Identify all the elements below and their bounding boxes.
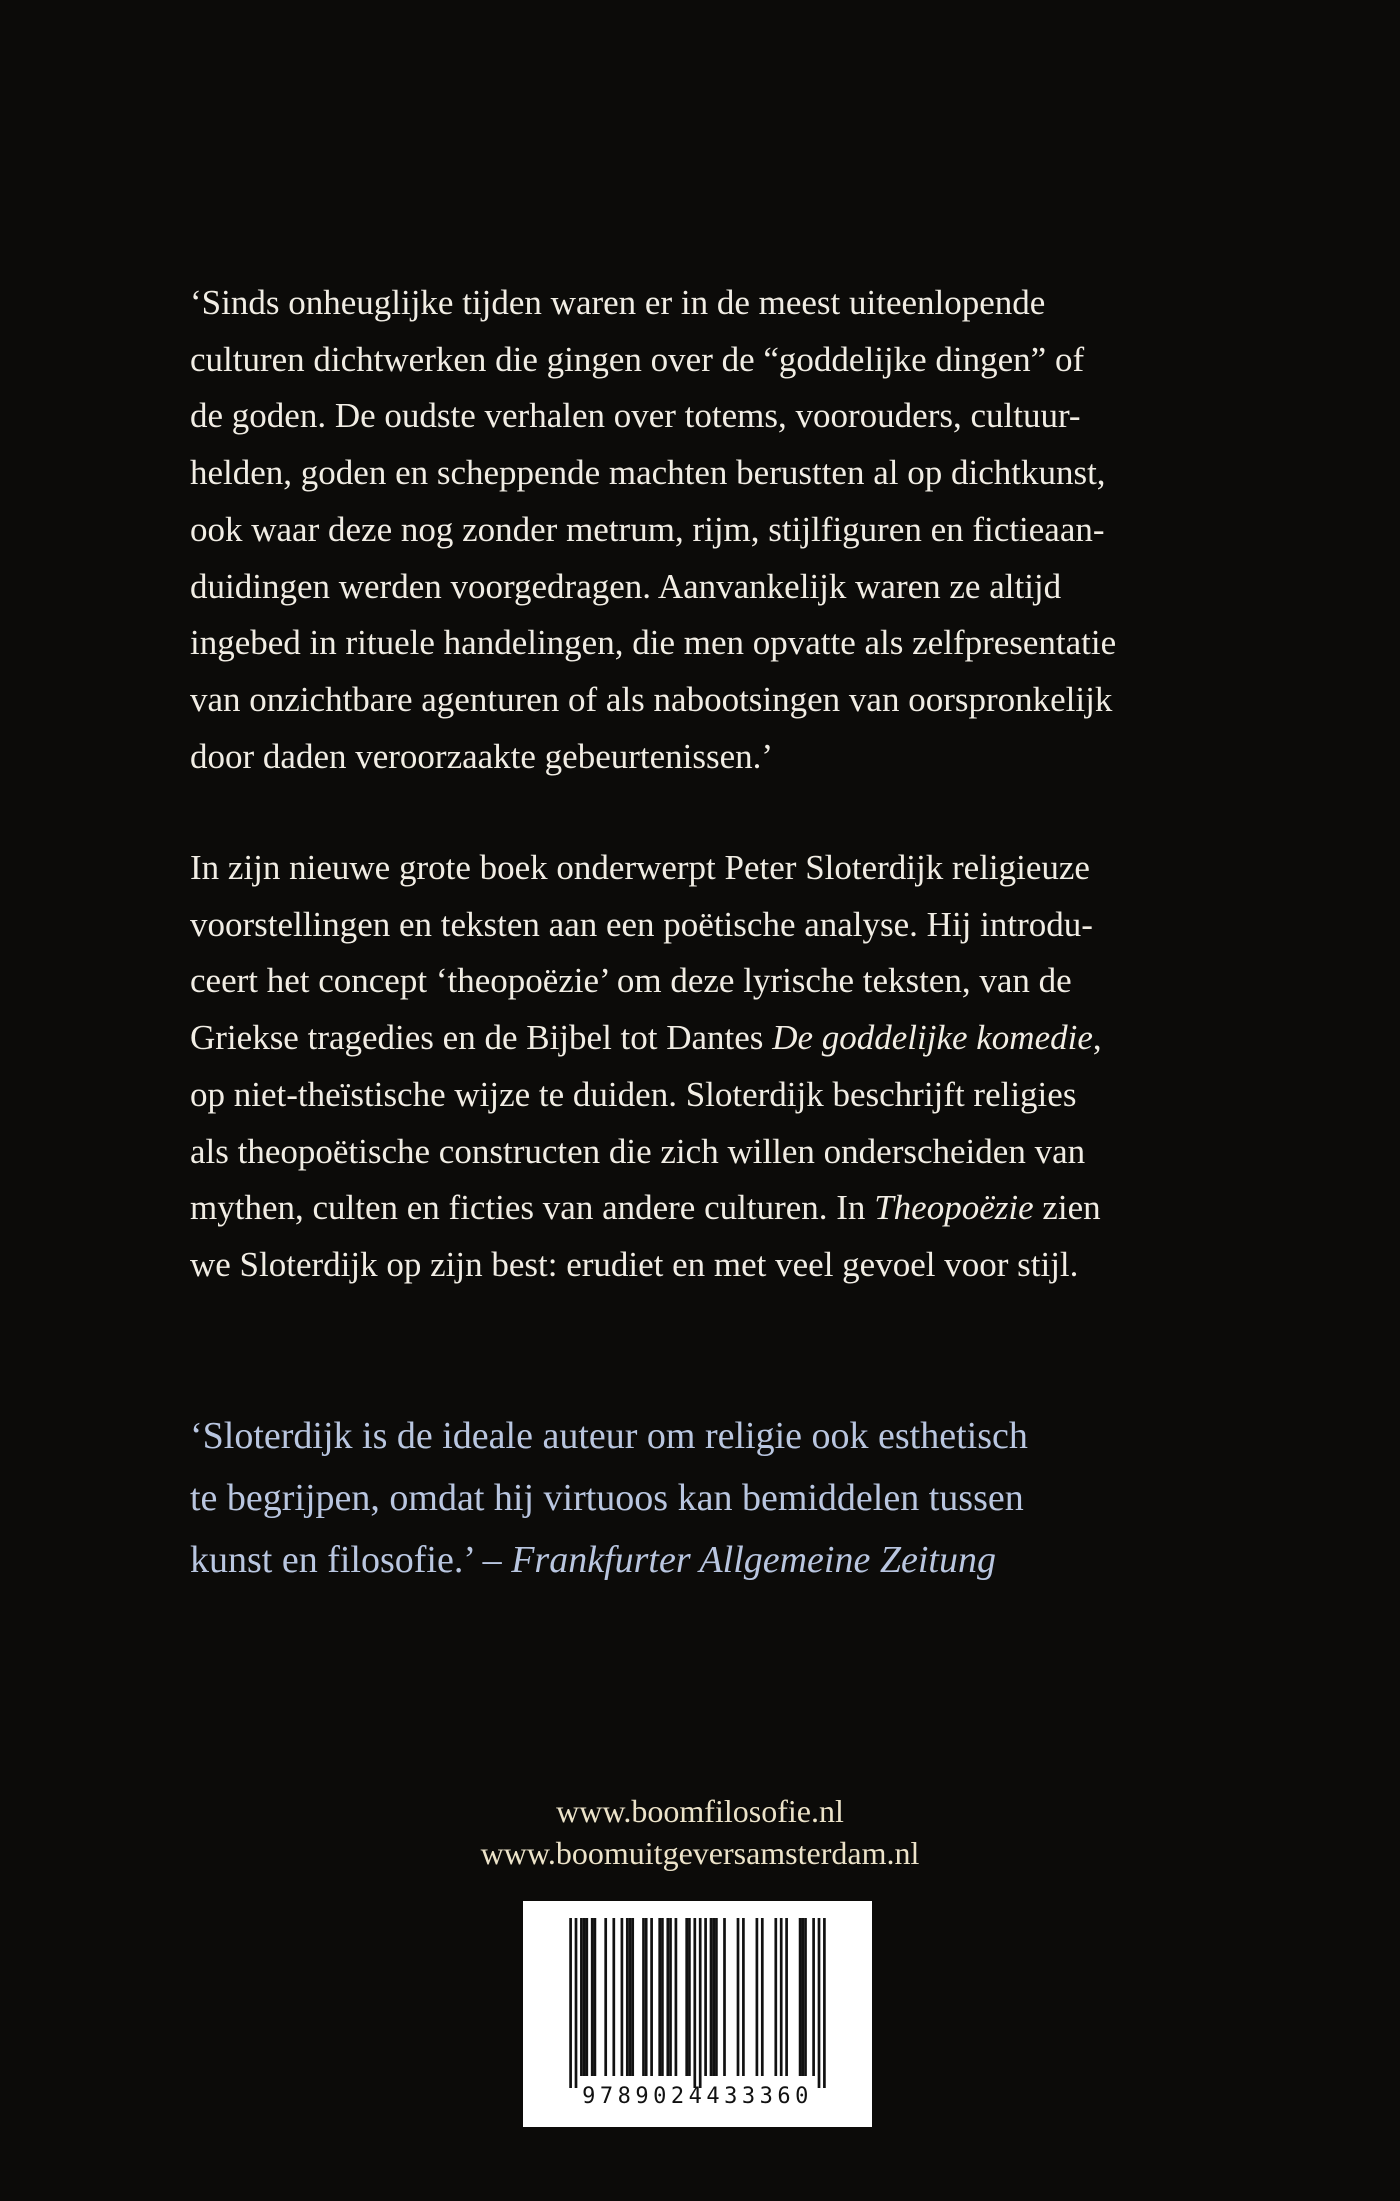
barcode-bar — [742, 1918, 745, 2076]
barcode-bar — [666, 1918, 669, 2076]
barcode-bar — [631, 1918, 634, 2076]
barcode-bar — [645, 1918, 648, 2076]
barcode-bar — [799, 1918, 802, 2076]
quote-line: de goden. De oudste verhalen over totems, voorouders, cultuur- — [190, 396, 1081, 436]
barcode-bar — [669, 1918, 672, 2076]
opening-quote — [190, 275, 1240, 785]
barcode-bar — [823, 1918, 826, 2088]
review-line: ‘Sloterdijk is de ideale auteur om religie ook esthetisch — [190, 1415, 1028, 1457]
barcode-bar — [675, 1918, 678, 2076]
blurb-line: op niet-theïstische wijze te duiden. Sloterdijk beschrijft religies — [190, 1074, 1077, 1114]
quote-line: ingebed in rituele handelingen, die men opvatte als zelfpresentatie — [190, 623, 1117, 663]
quote-line: helden, goden en scheppende machten berustten al op dichtkunst, — [190, 453, 1106, 493]
book-blurb — [190, 840, 1240, 1294]
barcode-bar — [688, 1918, 691, 2076]
blurb-line: voorstellingen en teksten aan een poëtische analyse. Hij introdu- — [190, 904, 1093, 944]
barcode-bar — [712, 1918, 715, 2076]
barcode-bar — [780, 1918, 783, 2076]
barcode-bar — [591, 1918, 594, 2076]
blurb-line — [190, 1010, 1240, 1067]
blurb-text: zien — [1033, 1188, 1101, 1228]
quote-line: culturen dichtwerken die gingen over de “goddelijke dingen” of — [190, 339, 1085, 379]
blurb-line: we Sloterdijk op zijn best: erudiet en met veel gevoel voor stijl. — [190, 1244, 1079, 1284]
review-text: kunst en filosofie.’ – — [190, 1539, 512, 1581]
blurb-line — [190, 1180, 1240, 1237]
isbn-barcode — [523, 1901, 872, 2127]
press-review-quote — [190, 1405, 1240, 1591]
blurb-line: In zijn nieuwe grote boek onderwerpt Peter Sloterdijk religieuze — [190, 848, 1090, 887]
barcode-bar — [629, 1918, 632, 2076]
barcode-bar — [804, 1918, 807, 2076]
isbn-number: 9789024433360 — [582, 2084, 813, 2109]
blurb-text: , — [1092, 1018, 1102, 1058]
quote-line: duidingen werden voorgedragen. Aanvankelijk waren ze altijd — [190, 566, 1062, 606]
quote-line: ‘Sinds onheuglijke tijden waren er in de meest uiteenlopende — [190, 283, 1046, 322]
barcode-bar — [580, 1918, 583, 2076]
quote-line: van onzichtbare agenturen of als nabootsingen van oorspronkelijk — [190, 679, 1113, 719]
barcode-bar — [583, 1918, 586, 2076]
book-title-theopoezie: Theopoëzie — [874, 1188, 1034, 1228]
barcode-bar — [661, 1918, 664, 2076]
quote-line: ook waar deze nog zonder metrum, rijm, stijlfiguren en fictieaan- — [190, 509, 1105, 549]
barcode-bar — [569, 1918, 572, 2088]
barcode-bar — [685, 1918, 688, 2076]
review-line: te begrijpen, omdat hij virtuoos kan bemiddelen tussen — [190, 1477, 1024, 1519]
blurb-text: Griekse tragedies en de Bijbel tot Dantes — [190, 1018, 773, 1058]
work-title-divine-comedy: De goddelijke komedie — [772, 1018, 1093, 1058]
publisher-url-filosofie: www.boomfilosofie.nl — [556, 1793, 844, 1829]
barcode-bar — [594, 1918, 597, 2076]
barcode-bar — [774, 1918, 777, 2076]
barcode-bar — [604, 1918, 607, 2076]
barcode-bar — [642, 1918, 645, 2076]
barcode-bar — [761, 1918, 764, 2076]
barcode-bar — [710, 1918, 713, 2076]
barcode-bar — [812, 1918, 815, 2076]
barcode-bar — [785, 1918, 788, 2076]
barcode-bar — [693, 1918, 696, 2088]
blurb-text: mythen, culten en ficties van andere culturen. In — [190, 1188, 875, 1228]
publisher-urls — [0, 1790, 1400, 1874]
publisher-url-amsterdam: www.boomuitgeversamsterdam.nl — [480, 1835, 920, 1871]
blurb-line: ceert het concept ‘theopoëzie’ om deze lyrische teksten, van de — [190, 961, 1072, 1001]
barcode-bar — [704, 1918, 707, 2076]
barcode-bar — [723, 1918, 726, 2076]
barcode-bar — [585, 1918, 588, 2076]
barcode-bar — [626, 1918, 629, 2076]
barcode-bar — [801, 1918, 804, 2076]
barcode-bar — [715, 1918, 718, 2076]
review-line — [190, 1529, 1240, 1591]
barcode-bar — [612, 1918, 615, 2076]
blurb-line: als theopoëtische constructen die zich willen onderscheiden van — [190, 1131, 1086, 1171]
barcode-bar — [658, 1918, 661, 2076]
barcode-bar — [650, 1918, 653, 2076]
review-source: Frankfurter Allgemeine Zeitung — [511, 1539, 996, 1581]
barcode-bar — [621, 1918, 624, 2076]
quote-line: door daden veroorzaakte gebeurtenissen.’ — [190, 736, 774, 776]
barcode-bar — [756, 1918, 759, 2076]
barcode-bar — [699, 1918, 702, 2088]
barcode-bar — [737, 1918, 740, 2076]
barcode-bar — [818, 1918, 821, 2088]
barcode-bar — [575, 1918, 578, 2088]
